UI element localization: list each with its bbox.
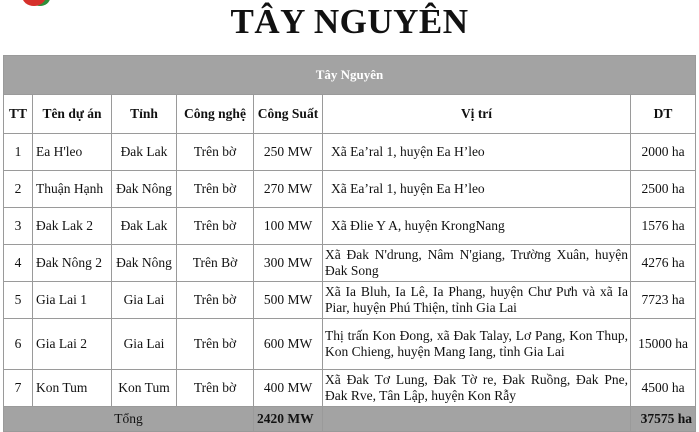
table-row bbox=[4, 171, 696, 208]
total-area: 37575 ha bbox=[631, 407, 696, 432]
header-tt: TT bbox=[4, 95, 33, 134]
cell-province: Kon Tum bbox=[112, 370, 177, 407]
cell-project-name: Thuận Hạnh bbox=[33, 171, 112, 208]
cell-project-name: Đak Nông 2 bbox=[33, 245, 112, 282]
cell-area: 4276 ha bbox=[631, 245, 696, 282]
cell-location: Xã Ia Bluh, Ia Lê, Ia Phang, huyện Chư Pưh và xã Ia Piar, huyện Phú Thiện, tỉnh Gia Lai bbox=[323, 282, 631, 319]
project-table bbox=[3, 55, 696, 432]
cell-location: Xã Ea’ral 1, huyện Ea H’leo bbox=[323, 134, 631, 171]
cell-tt: 3 bbox=[4, 208, 33, 245]
cell-project-name: Gia Lai 2 bbox=[33, 319, 112, 370]
cell-tt: 4 bbox=[4, 245, 33, 282]
cell-project-name: Gia Lai 1 bbox=[33, 282, 112, 319]
cell-tt: 2 bbox=[4, 171, 33, 208]
cell-location: Thị trấn Kon Đong, xã Đak Talay, Lơ Pang, Kon Thup, Kon Chieng, huyện Mang Iang, tỉnh Gia Lai bbox=[323, 319, 631, 370]
header-area: DT bbox=[631, 95, 696, 134]
cell-capacity: 250 MW bbox=[254, 134, 323, 171]
cell-technology: Trên bờ bbox=[177, 319, 254, 370]
header-technology: Công nghệ bbox=[177, 95, 254, 134]
cell-technology: Trên Bờ bbox=[177, 245, 254, 282]
header-project-name: Tên dự án bbox=[33, 95, 112, 134]
cell-tt: 1 bbox=[4, 134, 33, 171]
cell-province: Gia Lai bbox=[112, 319, 177, 370]
header-capacity: Công Suất bbox=[254, 95, 323, 134]
table-row bbox=[4, 319, 696, 370]
cell-capacity: 500 MW bbox=[254, 282, 323, 319]
cell-capacity: 400 MW bbox=[254, 370, 323, 407]
cell-location: Xã Đak Tơ Lung, Đak Tờ re, Đak Ruồng, Đak Pne, Đak Rve, Tân Lập, huyện Kon Rẫy bbox=[323, 370, 631, 407]
table-row bbox=[4, 245, 696, 282]
cell-province: Đak Lak bbox=[112, 134, 177, 171]
total-capacity: 2420 MW bbox=[254, 407, 323, 432]
cell-area: 2500 ha bbox=[631, 171, 696, 208]
cell-area: 15000 ha bbox=[631, 319, 696, 370]
cell-capacity: 600 MW bbox=[254, 319, 323, 370]
cell-area: 2000 ha bbox=[631, 134, 696, 171]
cell-technology: Trên bờ bbox=[177, 171, 254, 208]
cell-technology: Trên bờ bbox=[177, 208, 254, 245]
cell-province: Đak Nông bbox=[112, 245, 177, 282]
page-title: TÂY NGUYÊN bbox=[230, 2, 469, 41]
cell-technology: Trên bờ bbox=[177, 282, 254, 319]
cell-technology: Trên bờ bbox=[177, 134, 254, 171]
table-row bbox=[4, 134, 696, 171]
cell-tt: 5 bbox=[4, 282, 33, 319]
cell-project-name: Ea H'leo bbox=[33, 134, 112, 171]
cell-location: Xã Ea’ral 1, huyện Ea H’leo bbox=[323, 171, 631, 208]
cell-capacity: 100 MW bbox=[254, 208, 323, 245]
cell-province: Đak Lak bbox=[112, 208, 177, 245]
cell-project-name: Kon Tum bbox=[33, 370, 112, 407]
cell-province: Gia Lai bbox=[112, 282, 177, 319]
header-location: Vị trí bbox=[323, 95, 631, 134]
total-location-empty bbox=[323, 407, 631, 432]
table-total-row bbox=[4, 407, 696, 432]
header-province: Tỉnh bbox=[112, 95, 177, 134]
cell-location: Xã Đlie Y A, huyện KrongNang bbox=[323, 208, 631, 245]
cell-project-name: Đak Lak 2 bbox=[33, 208, 112, 245]
cell-area: 7723 ha bbox=[631, 282, 696, 319]
cell-tt: 7 bbox=[4, 370, 33, 407]
table-row bbox=[4, 208, 696, 245]
cell-province: Đak Nông bbox=[112, 171, 177, 208]
table-row bbox=[4, 282, 696, 319]
table-title-row bbox=[4, 56, 696, 95]
cell-area: 1576 ha bbox=[631, 208, 696, 245]
cell-capacity: 270 MW bbox=[254, 171, 323, 208]
total-label: Tổng bbox=[4, 407, 254, 432]
cell-technology: Trên bờ bbox=[177, 370, 254, 407]
table-title: Tây Nguyên bbox=[4, 56, 696, 95]
table-header-row bbox=[4, 95, 696, 134]
cell-capacity: 300 MW bbox=[254, 245, 323, 282]
cell-tt: 6 bbox=[4, 319, 33, 370]
cell-location: Xã Đak N'drung, Nâm N'giang, Trường Xuân, huyện Đak Song bbox=[323, 245, 631, 282]
cell-area: 4500 ha bbox=[631, 370, 696, 407]
table-row bbox=[4, 370, 696, 407]
